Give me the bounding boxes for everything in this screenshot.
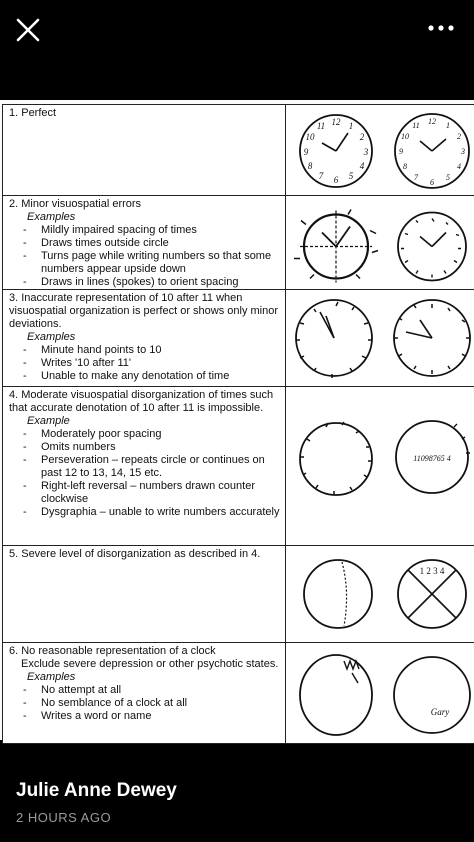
examples-label: Example xyxy=(27,415,70,427)
clock-numbers-scrawl: 1 2 3 4 xyxy=(419,566,445,576)
list-item: - No semblance of a clock at all xyxy=(9,697,281,710)
row-description xyxy=(3,105,286,196)
example-list xyxy=(9,684,281,723)
clock-examples xyxy=(286,105,474,196)
list-item: - Right-left reversal – numbers drawn counter clockwise xyxy=(9,480,281,506)
table-row xyxy=(3,546,474,643)
clock-numeral: 1 xyxy=(446,121,450,130)
clock-drawing-severe-disorganization xyxy=(286,546,474,642)
row-title: 3. Inaccurate representation of 10 after 11 when visuospatial organization is perfect or shows only minor deviations. xyxy=(9,292,279,330)
clock-examples xyxy=(286,546,474,643)
clock-numeral: 1 xyxy=(348,121,354,131)
clock-numeral: 7 xyxy=(414,173,418,182)
row-description xyxy=(3,643,286,744)
row-title: 2. Minor visuospatial errors xyxy=(9,198,142,210)
table-row xyxy=(3,387,474,546)
clock-examples xyxy=(286,387,474,546)
row-description xyxy=(3,546,286,643)
list-item: - Dysgraphia – unable to write numbers accurately xyxy=(9,506,281,519)
clock-numeral: 8 xyxy=(307,161,313,171)
clock-numeral: 2 xyxy=(457,132,461,141)
list-item: - Omits numbers xyxy=(9,441,281,454)
table-row xyxy=(3,196,474,290)
examples-label: Examples xyxy=(27,331,76,343)
examples-label: Examples xyxy=(27,671,76,683)
list-item: - Draws in lines (spokes) to orient spacing xyxy=(9,276,281,289)
list-item: - No attempt at all xyxy=(9,684,281,697)
example-list xyxy=(9,428,281,519)
clock-numeral: 3 xyxy=(363,147,369,157)
clock-numeral: 6 xyxy=(430,178,434,187)
clock-drawing-minor-errors xyxy=(286,196,474,289)
row-title: 4. Moderate visuospatial disorganization of times such that accurate denotation of 10 after 11 is impossible. xyxy=(9,389,274,414)
post-timestamp: 2 HOURS AGO xyxy=(16,810,112,825)
row-description xyxy=(3,290,286,387)
list-item: - Moderately poor spacing xyxy=(9,428,281,441)
list-item: - Writes a word or name xyxy=(9,710,281,723)
row-title: 1. Perfect xyxy=(9,107,57,119)
clock-drawing-moderate-disorganization xyxy=(286,387,474,545)
handwritten-word: Gary xyxy=(430,707,450,717)
list-item: - Minute hand points to 10 xyxy=(9,344,281,357)
clock-examples xyxy=(286,643,474,744)
more-options-icon[interactable] xyxy=(426,18,456,38)
clock-numeral: 5 xyxy=(446,173,450,182)
row-subtitle: Exclude severe depression or other psychotic states. xyxy=(21,658,279,670)
example-list xyxy=(9,224,281,289)
clock-numeral: 7 xyxy=(318,171,324,181)
clock-drawing-no-representation xyxy=(286,643,474,743)
row-description xyxy=(3,387,286,546)
list-item: - Unable to make any denotation of time xyxy=(9,370,281,383)
clock-examples xyxy=(286,290,474,387)
example-list xyxy=(9,344,281,383)
clock-numeral: 4 xyxy=(359,161,365,171)
list-item: - Perseveration – repeats circle or continues on past 12 to 13, 14, 15 etc. xyxy=(9,454,281,480)
clock-numeral: 10 xyxy=(401,132,409,141)
clock-numeral: 10 xyxy=(305,132,315,142)
table-row xyxy=(3,290,474,387)
table-row xyxy=(3,643,474,744)
clock-scoring-table xyxy=(2,104,474,744)
clock-numeral: 11 xyxy=(412,121,420,130)
clock-numeral: 6 xyxy=(333,175,339,185)
row-description xyxy=(3,196,286,290)
viewer-top-bar xyxy=(0,0,474,60)
list-item: - Draws times outside circle xyxy=(9,237,281,250)
clock-drawing-perfect xyxy=(286,105,474,195)
clock-numeral: 2 xyxy=(359,132,365,142)
clock-numeral: 12 xyxy=(331,117,341,127)
clock-numeral: 9 xyxy=(399,147,403,156)
clock-numeral: 8 xyxy=(403,162,407,171)
clock-numeral: 3 xyxy=(461,147,465,156)
row-title: 5. Severe level of disorganization as described in 4. xyxy=(9,548,261,560)
clock-numeral: 11 xyxy=(316,121,326,131)
list-item: - Turns page while writing numbers so that some numbers appear upside down xyxy=(9,250,281,276)
photo-clock-drawing-scale[interactable] xyxy=(0,100,474,740)
clock-numeral: 5 xyxy=(348,171,354,181)
poster-name[interactable]: Julie Anne Dewey xyxy=(16,780,177,801)
clock-numeral: 4 xyxy=(457,162,461,171)
list-item: - Writes '10 after 11' xyxy=(9,357,281,370)
clock-drawing-inaccurate-time xyxy=(286,290,474,386)
list-item: - Mildly impaired spacing of times xyxy=(9,224,281,237)
close-icon[interactable] xyxy=(14,16,42,44)
examples-label: Examples xyxy=(27,211,76,223)
row-title: 6. No reasonable representation of a clock xyxy=(9,645,216,657)
clock-numeral: 9 xyxy=(303,147,309,157)
clock-numeral: 12 xyxy=(428,117,436,126)
clock-numbers-scrawl: 11098765 4 xyxy=(413,454,451,463)
table-row xyxy=(3,105,474,196)
clock-examples xyxy=(286,196,474,290)
